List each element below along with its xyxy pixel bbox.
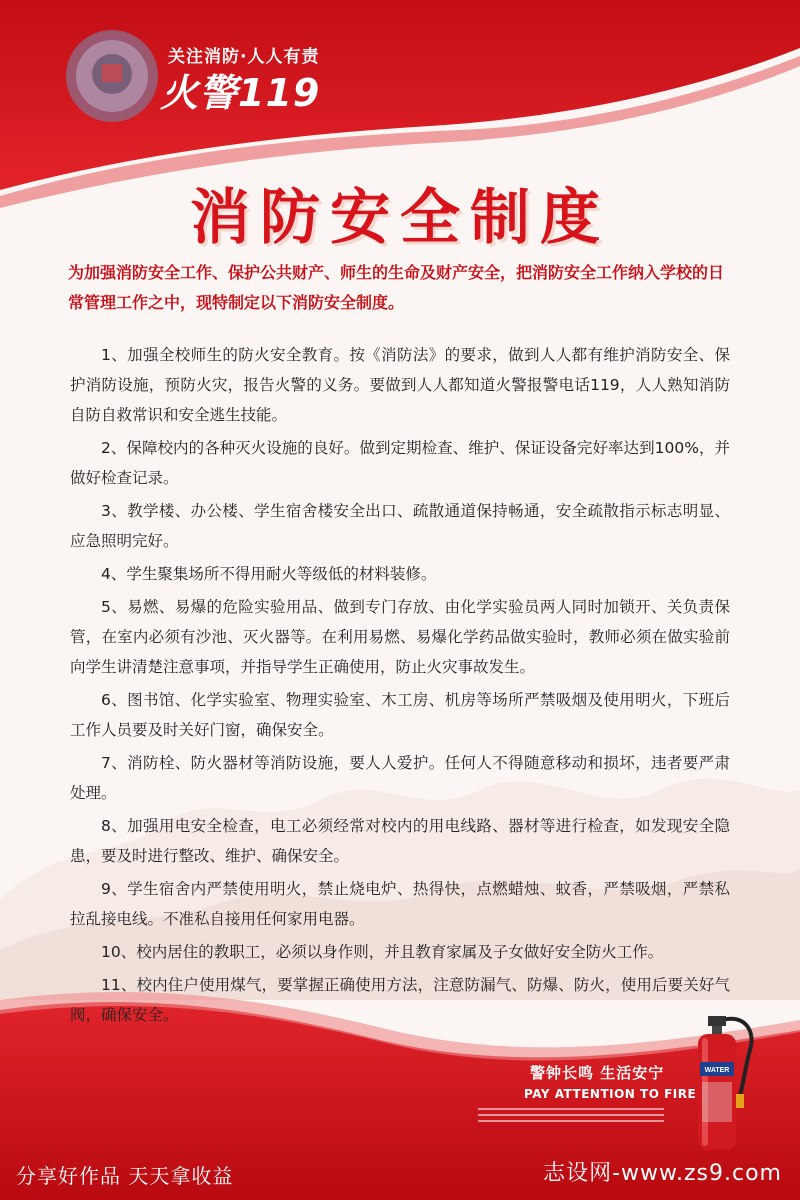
intro-paragraph: 为加强消防安全工作、保护公共财产、师生的生命及财产安全，把消防安全工作纳入学校的日常管理工作之中，现特制定以下消防安全制度。 — [68, 263, 725, 312]
rule-item: 8、加强用电安全检查，电工必须经常对校内的用电线路、器材等进行检查，如发现安全隐患，要及时进行整改、维护、确保安全。 — [70, 817, 730, 865]
fire-extinguisher-icon — [684, 1010, 764, 1155]
rule-item: 1、加强全校师生的防火安全教育。按《消防法》的要求，做到人人都有维护消防安全、保护消防设施，预防火灾，报告火警的义务。要做到人人都知道火警报警电话119，人人熟知消防自防自救常识和安全逃生技能。 — [70, 346, 730, 424]
fire-emblem-icon — [62, 26, 162, 126]
header-slogan: 关注消防·人人有责 — [168, 47, 320, 67]
page-title: 消防安全制度 — [190, 183, 610, 253]
rule-item: 4、学生聚集场所不得用耐火等级低的材料装修。 — [101, 565, 437, 583]
watermark-right: 志设网-www.zs9.com — [543, 1161, 782, 1186]
rule-item: 9、学生宿舍内严禁使用明火，禁止烧电炉、热得快，点燃蜡烛、蚊香，严禁吸烟，严禁私拉乱接电线。不准私自接用任何家用电器。 — [70, 880, 730, 928]
footer-slogan-en: PAY ATTENTION TO FIRE — [524, 1087, 697, 1101]
extinguisher-label: WATER — [704, 1067, 730, 1074]
rule-item: 3、教学楼、办公楼、学生宿舍楼安全出口、疏散通道保持畅通，安全疏散指示标志明显、应急照明完好。 — [70, 502, 730, 550]
rule-item: 5、易燃、易爆的危险实验用品、做到专门存放、由化学实验员两人同时加锁开、关负责保管，在室内必须有沙池、灭火器等。在利用易燃、易爆化学药品做实验时，教师必须在做实验前向学生讲清楚注意事项，并指导学生正确使用，防止火灾事故发生。 — [70, 598, 730, 676]
rule-item: 2、保障校内的各种灭火设施的良好。做到定期检查、维护、保证设备完好率达到100%，并做好检查记录。 — [70, 439, 730, 487]
rule-item: 7、消防栓、防火器材等消防设施，要人人爱护。任何人不得随意移动和损坏，违者要严肃处理。 — [70, 754, 730, 802]
header-brand: 火警119 — [160, 71, 321, 115]
rule-item: 11、校内住户使用煤气，要掌握正确使用方法，注意防漏气、防爆、防火，使用后要关好气阀，确保安全。 — [70, 976, 730, 1024]
watermark-left: 分享好作品 天天拿收益 — [16, 1164, 234, 1188]
rule-item: 10、校内居住的教职工，必须以身作则，并且教育家属及子女做好安全防火工作。 — [101, 943, 664, 961]
rule-item: 6、图书馆、化学实验室、物理实验室、木工房、机房等场所严禁吸烟及使用明火，下班后工作人员要及时关好门窗，确保安全。 — [70, 691, 730, 739]
footer-slogan-cn: 警钟长鸣 生活安宁 — [530, 1064, 665, 1082]
footer-fine-print — [478, 1108, 664, 1126]
rules-list — [70, 340, 730, 1033]
